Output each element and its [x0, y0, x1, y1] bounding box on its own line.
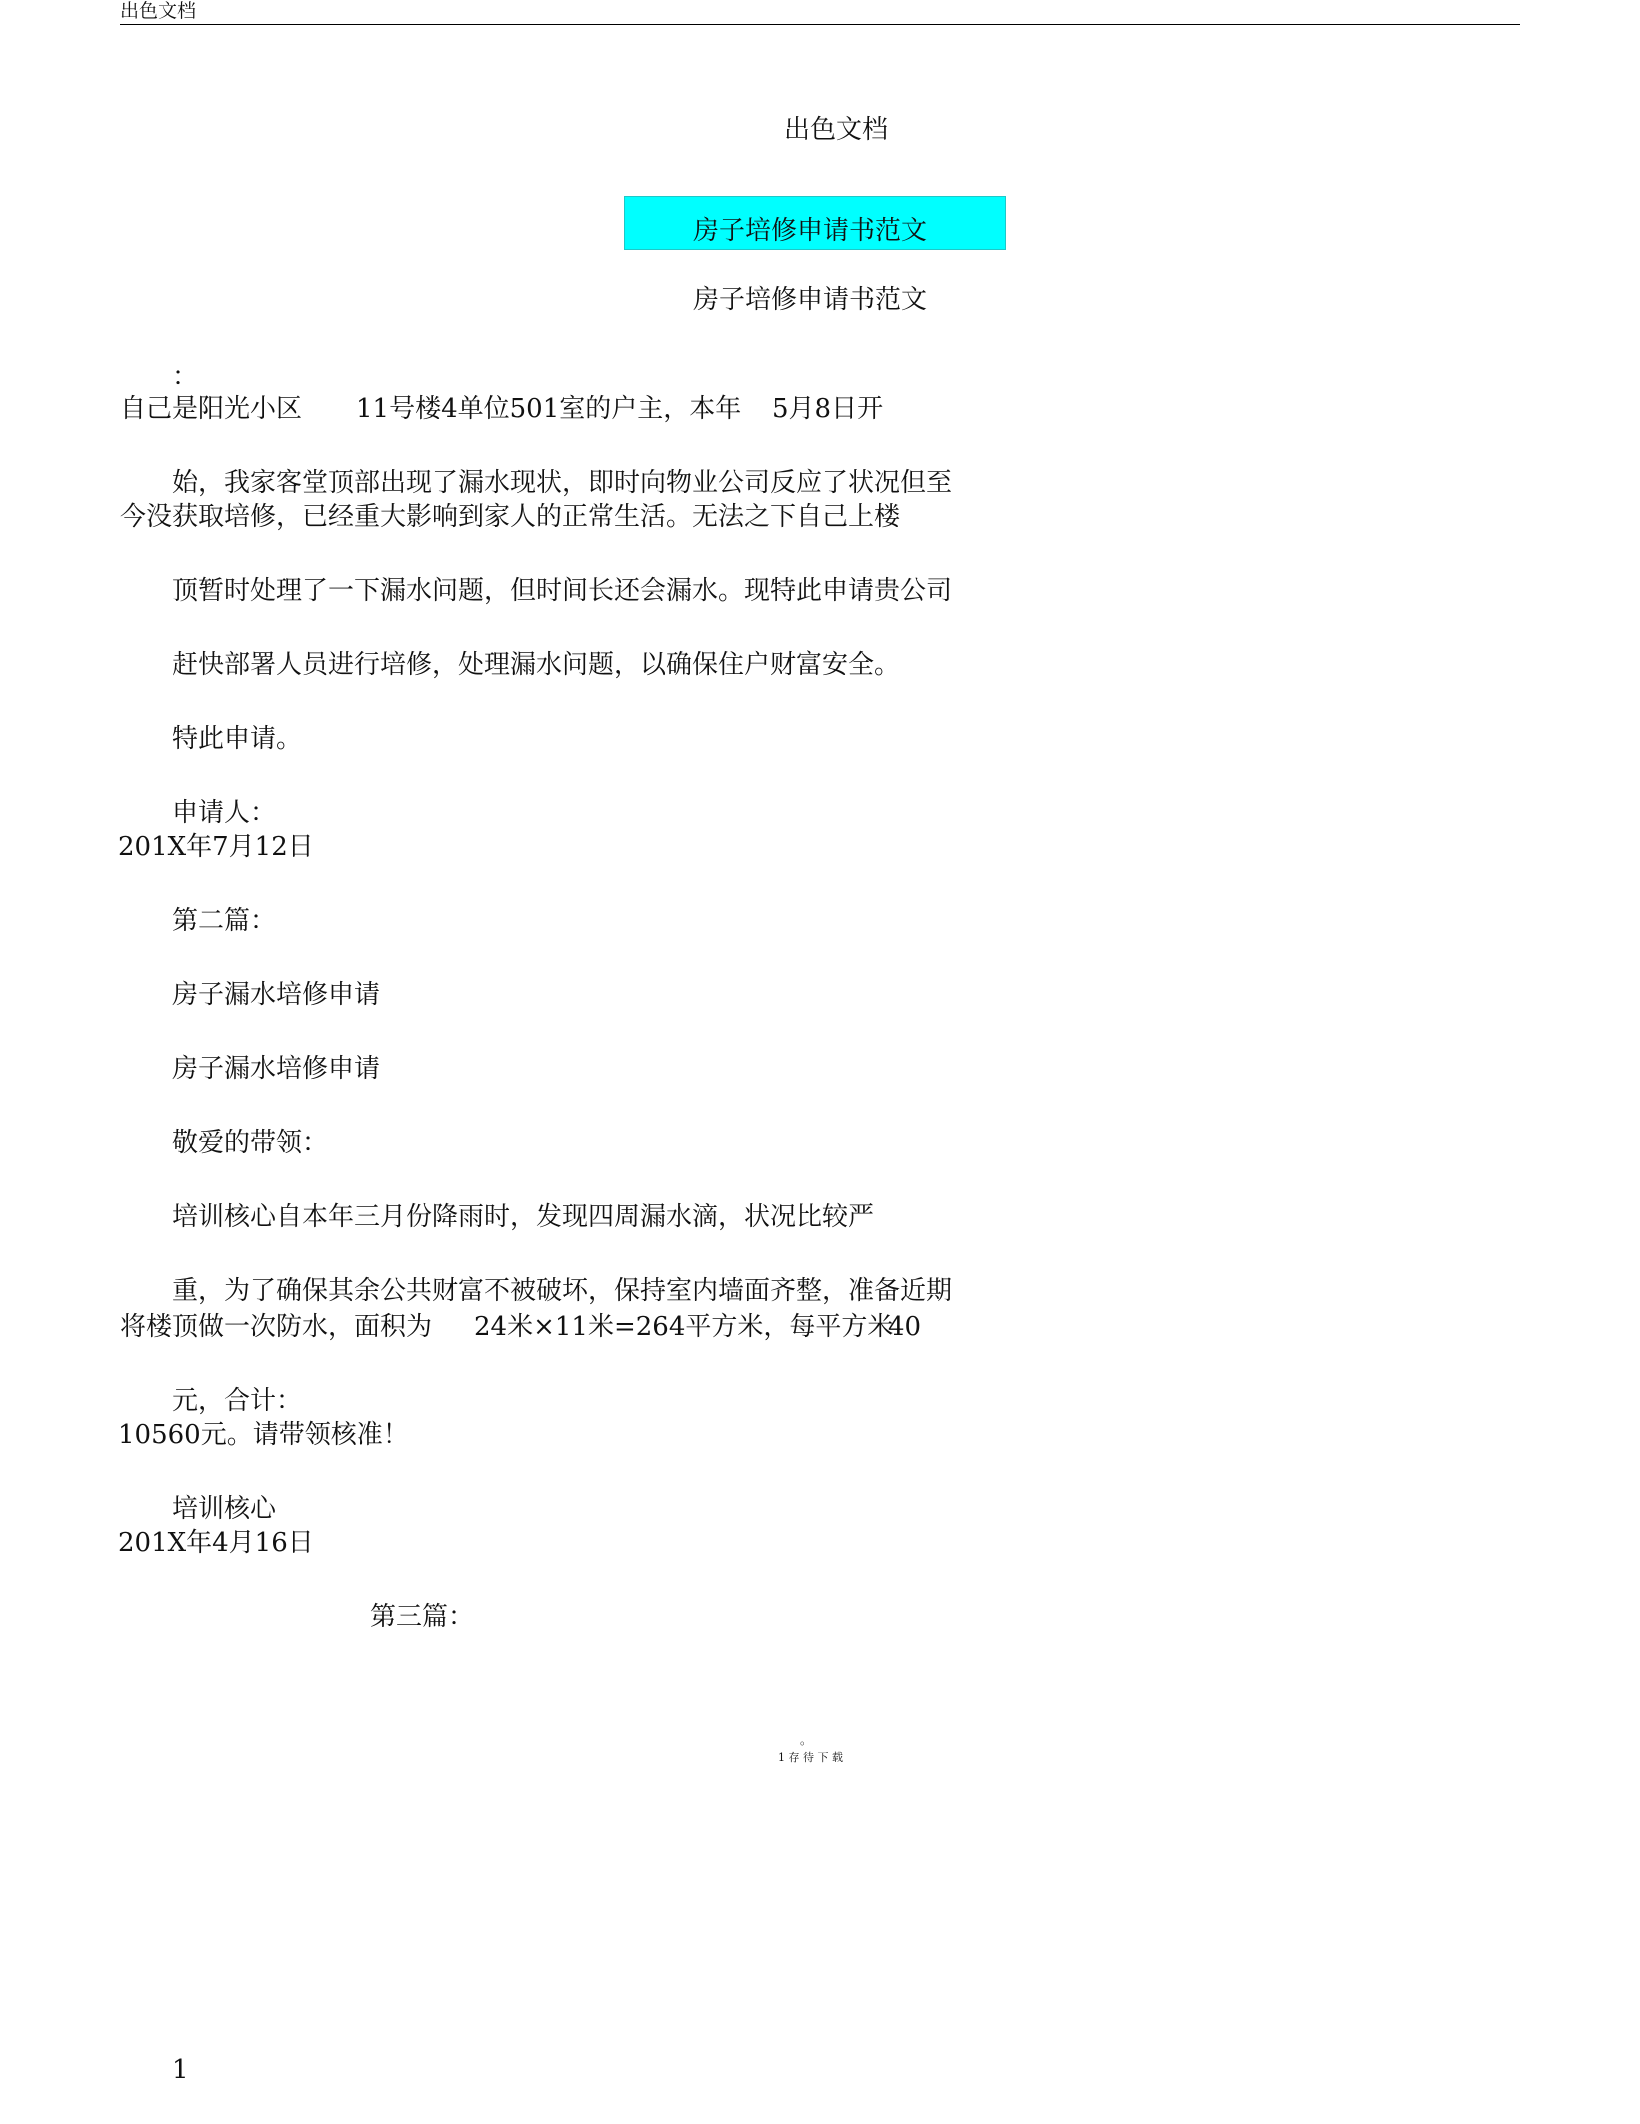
applicant-label: 申请人：: [172, 798, 277, 828]
body-line: 10560元。请带领核准！: [118, 1420, 409, 1450]
section-title: 房子漏水培修申请: [172, 980, 381, 1010]
body-line: 培训核心自本年三月份降雨时，发现四周漏水滴，状况比较严: [172, 1202, 875, 1232]
salutation-colon: ：: [172, 362, 199, 392]
body-line: 将楼顶做一次防水，面积为: [120, 1312, 433, 1342]
salutation: 敬爱的带领：: [172, 1128, 329, 1158]
body-line: 今没获取培修，已经重大影响到家人的正常生活。无法之下自己上楼: [120, 502, 901, 532]
section-heading: 第三篇：: [370, 1602, 475, 1632]
date-line: 201X年4月16日: [118, 1528, 314, 1558]
body-line: 特此申请。: [172, 724, 303, 754]
body-line: 始，我家客堂顶部出现了漏水现状，即时向物业公司反应了状况但至: [172, 468, 953, 498]
highlight-title: 房子培修申请书范文: [693, 216, 928, 246]
section-title: 房子漏水培修申请: [172, 1054, 381, 1084]
body-line: 11号楼4单位501室的户主，本年: [356, 394, 742, 424]
subtitle: 房子培修申请书范文: [693, 285, 928, 315]
body-line: 重，为了确保其余公共财富不被破坏，保持室内墙面齐整，准备近期: [172, 1276, 953, 1306]
body-line: 24米×11米=264平方米，每平方米: [474, 1312, 894, 1342]
running-header: 出色文档: [120, 0, 197, 22]
center-title: 出色文档: [784, 115, 889, 145]
footer-dot: 。: [800, 1733, 813, 1747]
page-number: 1: [172, 2055, 189, 2085]
body-line: 5月8日开: [772, 394, 884, 424]
section-heading: 第二篇：: [172, 906, 277, 936]
header-rule: [120, 24, 1520, 25]
body-line: 顶暂时处理了一下漏水问题，但时间长还会漏水。现特此申请贵公司: [172, 576, 953, 606]
body-line: 自己是阳光小区: [120, 394, 303, 424]
date-line: 201X年7月12日: [118, 832, 314, 862]
download-note: 1 存 待 下 载: [778, 1751, 843, 1764]
body-line: 赶快部署人员进行培修，处理漏水问题，以确保住户财富安全。: [172, 650, 901, 680]
body-line: 元，合计：: [172, 1386, 303, 1416]
signature: 培训核心: [172, 1494, 277, 1524]
body-line: 40: [888, 1312, 922, 1342]
